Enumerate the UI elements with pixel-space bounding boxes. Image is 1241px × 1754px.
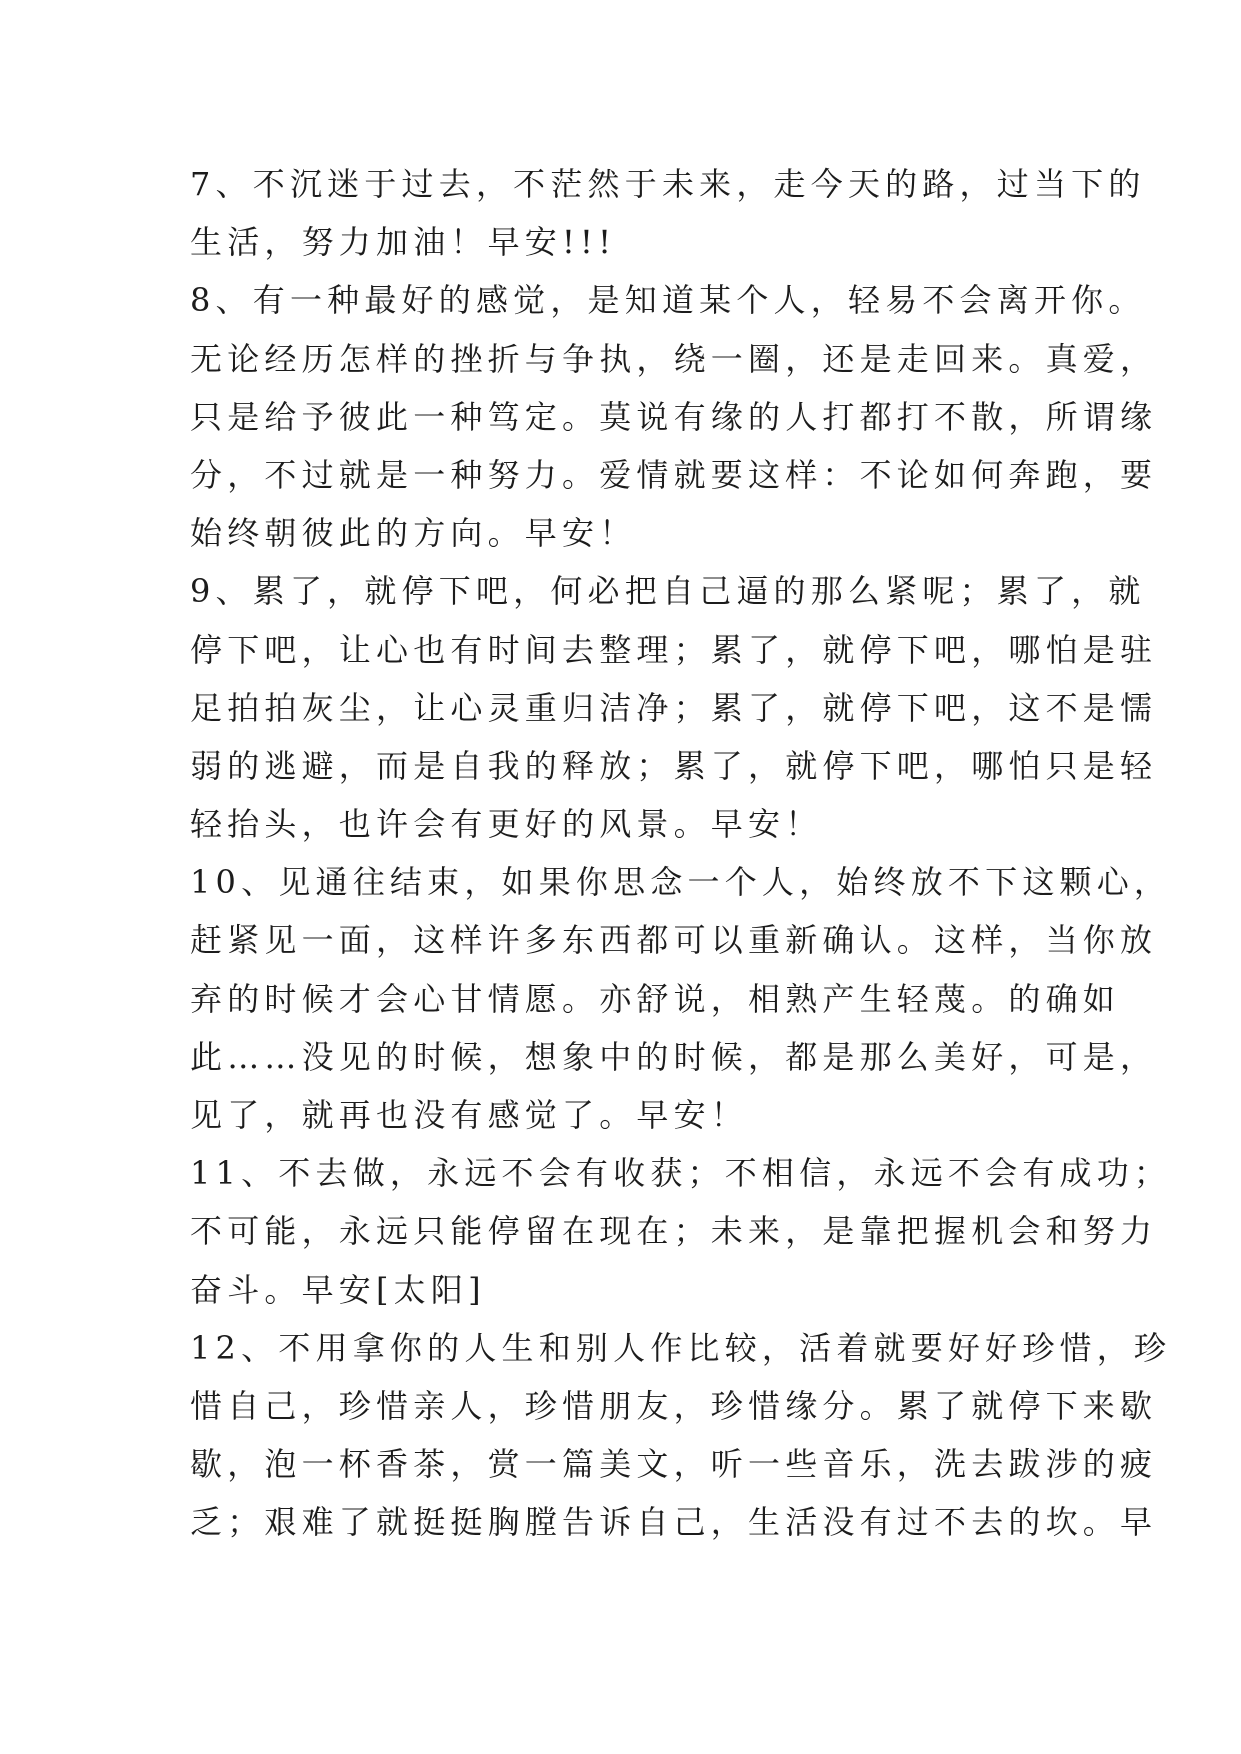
- text-line: 赶紧见一面，这样许多东西都可以重新确认。这样，当你放: [190, 921, 1158, 960]
- text-line: 轻抬头，也许会有更好的风景。早安！: [190, 805, 823, 844]
- text-line: 8、有一种最好的感觉，是知道某个人，轻易不会离开你。: [190, 281, 1146, 320]
- text-line: 始终朝彼此的方向。早安！: [190, 514, 637, 553]
- text-line: 无论经历怎样的挫折与争执，绕一圈，还是走回来。真爱，: [190, 339, 1158, 378]
- text-line: 见了，就再也没有感觉了。早安！: [190, 1096, 749, 1134]
- text-line: 停下吧，让心也有时间去整理；累了，就停下吧，哪怕是驻: [190, 630, 1158, 669]
- text-line: 不可能，永远只能停留在现在；未来，是靠把握机会和努力: [190, 1212, 1158, 1251]
- text-line: 弃的时候才会心甘情愿。亦舒说，相熟产生轻蔑。的确如: [190, 979, 1121, 1018]
- text-line: 生活，努力加油！早安!!!: [190, 223, 617, 262]
- text-line: 11、不去做，永远不会有收获；不相信，永远不会有成功；: [190, 1154, 1172, 1193]
- text-line: 奋斗。早安[太阳]: [190, 1270, 486, 1309]
- text-line: 只是给予彼此一种笃定。莫说有缘的人打都打不散，所谓缘: [190, 397, 1158, 436]
- text-line: 乏；艰难了就挺挺胸膛告诉自己，生活没有过不去的坎。早: [190, 1503, 1158, 1542]
- document-body: [190, 155, 1172, 1552]
- text-line: 分，不过就是一种努力。爱情就要这样：不论如何奔跑，要: [190, 455, 1158, 494]
- text-line: 12、不用拿你的人生和别人作比较，活着就要好好珍惜，珍: [190, 1328, 1172, 1367]
- text-line: 此……没见的时候，想象中的时候，都是那么美好，可是，: [190, 1037, 1158, 1076]
- text-line: 10、见通往结束，如果你思念一个人，始终放不下这颗心，: [190, 863, 1172, 902]
- text-line: 足拍拍灰尘，让心灵重归洁净；累了，就停下吧，这不是懦: [190, 688, 1158, 727]
- text-line: 惜自己，珍惜亲人，珍惜朋友，珍惜缘分。累了就停下来歇: [190, 1386, 1158, 1425]
- text-line: 9、累了，就停下吧，何必把自己逼的那么紧呢；累了，就: [190, 572, 1146, 611]
- text-line: 7、不沉迷于过去，不茫然于未来，走今天的路，过当下的: [190, 165, 1146, 203]
- text-line: 歇，泡一杯香茶，赏一篇美文，听一些音乐，洗去跋涉的疲: [190, 1445, 1158, 1484]
- text-line: 弱的逃避，而是自我的释放；累了，就停下吧，哪怕只是轻: [190, 746, 1158, 785]
